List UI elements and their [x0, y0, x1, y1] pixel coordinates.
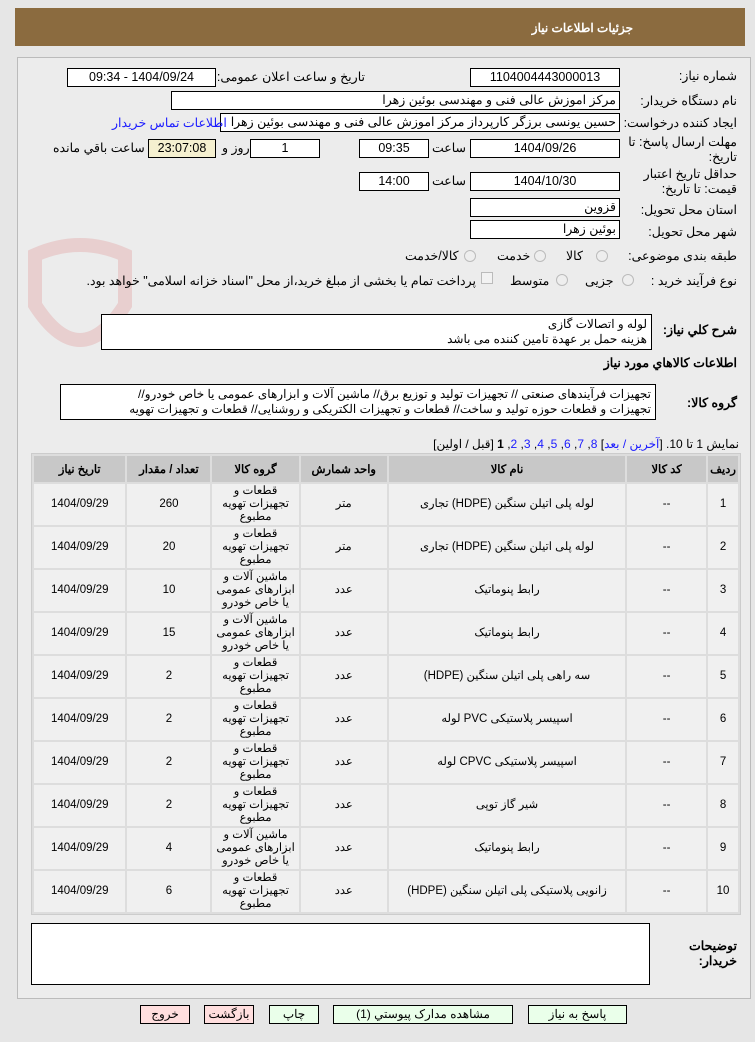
goods-table — [31, 453, 741, 915]
process-label: نوع فرآیند خرید : — [650, 274, 737, 288]
bottom-section — [0, 923, 755, 1023]
item-name: لوله پلی اتیلن سنگین (HDPE) تجاری — [389, 484, 625, 525]
item-group: ماشین آلات و ابزارهای عمومی یا خاص خودرو — [212, 570, 298, 611]
unit: عدد — [301, 828, 387, 869]
quantity: 2 — [127, 742, 210, 783]
validity-date-field: 1404/10/30 — [470, 172, 620, 191]
item-code: -- — [627, 699, 706, 740]
item-name: زانویی پلاستیکی پلی اتیلن سنگین (HDPE) — [389, 871, 625, 912]
announce-label: تاریخ و ساعت اعلان عمومی: — [216, 70, 365, 84]
reply-button[interactable]: پاسخ به نیاز — [528, 1005, 627, 1024]
unit: عدد — [301, 656, 387, 697]
quantity: 2 — [127, 699, 210, 740]
need-date: 1404/09/29 — [34, 484, 125, 525]
need-date: 1404/09/29 — [34, 570, 125, 611]
need-date: 1404/09/29 — [34, 527, 125, 568]
column-header: نام کالا — [389, 456, 625, 482]
unit: عدد — [301, 699, 387, 740]
validity-time-label: ساعت — [432, 174, 467, 188]
remaining-time-field: 23:07:08 — [148, 139, 216, 158]
quantity: 10 — [127, 570, 210, 611]
unit: متر — [301, 484, 387, 525]
item-code: -- — [627, 570, 706, 611]
item-code: -- — [627, 484, 706, 525]
bracket: [ — [659, 437, 663, 451]
page-link[interactable]: 3 — [523, 437, 531, 451]
item-group: قطعات و تجهیزات تهویه مطبوع — [212, 871, 298, 912]
quantity: 4 — [127, 828, 210, 869]
pagination: نمایش 1 تا 10. [آخرین / بعد] 8, 7, 6, 5, 4, 3, 2, 1 [قبل / اولین] — [433, 437, 739, 451]
attachments-button[interactable]: مشاهده مدارک پیوستي (1) — [333, 1005, 513, 1024]
goods-info-title: اطلاعات کالاهاي مورد نياز — [603, 356, 737, 370]
province-field: قزوین — [470, 198, 620, 217]
row-number: 5 — [708, 656, 738, 697]
column-header: کد کالا — [627, 456, 706, 482]
table-row — [34, 527, 738, 568]
item-group: قطعات و تجهیزات تهویه مطبوع — [212, 742, 298, 783]
table-row — [34, 871, 738, 912]
row-number: 9 — [708, 828, 738, 869]
quantity: 20 — [127, 527, 210, 568]
need-date: 1404/09/29 — [34, 871, 125, 912]
desc-textarea[interactable] — [101, 314, 652, 350]
category-radio-goods[interactable] — [596, 250, 608, 262]
watermark-logo — [25, 235, 135, 385]
category-both-label: کالا/خدمت — [405, 249, 459, 263]
back-button[interactable]: بازگشت — [204, 1005, 254, 1024]
item-code: -- — [627, 785, 706, 826]
category-radio-service[interactable] — [534, 250, 546, 262]
creator-label: ایجاد کننده درخواست: — [623, 116, 737, 130]
item-group: قطعات و تجهیزات تهویه مطبوع — [212, 527, 298, 568]
treasury-checkbox[interactable] — [481, 272, 493, 284]
table-row — [34, 742, 738, 783]
item-name: رابط پنوماتیک — [389, 828, 625, 869]
table-row — [34, 699, 738, 740]
row-number: 7 — [708, 742, 738, 783]
category-label: طبقه بندی موضوعی: — [628, 249, 737, 263]
page-link[interactable]: 4 — [537, 437, 544, 451]
item-name: سه راهی پلی اتیلن سنگین (HDPE) — [389, 656, 625, 697]
need-number-field: 1104004443000013 — [470, 68, 620, 87]
unit: عدد — [301, 613, 387, 654]
item-code: -- — [627, 828, 706, 869]
page-title: جزئیات اطلاعات نیاز — [531, 21, 633, 35]
buyer-field: مرکز اموزش عالی فنی و مهندسی بوئین زهرا — [171, 91, 620, 110]
item-group: قطعات و تجهیزات تهویه مطبوع — [212, 656, 298, 697]
process-radio-minor[interactable] — [622, 274, 634, 286]
bracket: ] — [600, 437, 605, 451]
item-name: شیر گاز توپی — [389, 785, 625, 826]
remaining-label: ساعت باقي مانده — [53, 141, 145, 155]
buyer-contact-link[interactable]: اطلاعات تماس خریدار — [112, 116, 227, 130]
prev-first: [قبل / اولین] — [433, 437, 494, 451]
page-link[interactable]: 2 — [510, 437, 518, 451]
creator-field: حسین یونسی برزگر کارپرداز مرکز اموزش عالی فنی و مهندسی بوئین زهرا — [220, 113, 620, 132]
exit-button[interactable]: خروج — [140, 1005, 190, 1024]
page-link[interactable]: 5 — [550, 437, 558, 451]
column-header: تعداد / مقدار — [127, 456, 210, 482]
group-label: گروه کالا: — [687, 396, 737, 410]
validity-time-field: 14:00 — [359, 172, 429, 191]
unit: عدد — [301, 785, 387, 826]
deadline-label: مهلت ارسال پاسخ: تا تاریخ: — [628, 135, 737, 164]
announce-field: 1404/09/24 - 09:34 — [67, 68, 216, 87]
pagination-summary: نمایش 1 تا 10. — [666, 437, 739, 451]
table-row — [34, 828, 738, 869]
deadline-time-label: ساعت — [432, 141, 467, 155]
item-group: قطعات و تجهیزات تهویه مطبوع — [212, 484, 298, 525]
quantity: 6 — [127, 871, 210, 912]
row-number: 8 — [708, 785, 738, 826]
current-page: 1 — [497, 437, 504, 451]
buyer-label: نام دستگاه خریدار: — [640, 94, 737, 108]
desc-line: لوله و اتصالات گازی — [547, 317, 647, 331]
table-row — [34, 656, 738, 697]
row-number: 10 — [708, 871, 738, 912]
process-radio-medium[interactable] — [556, 274, 568, 286]
notes-label: توضیحات خریدار: — [689, 939, 737, 968]
need-date: 1404/09/29 — [34, 828, 125, 869]
unit: عدد — [301, 871, 387, 912]
category-radio-both[interactable] — [464, 250, 476, 262]
item-name: لوله پلی اتیلن سنگین (HDPE) تجاری — [389, 527, 625, 568]
table-row — [34, 613, 738, 654]
column-header: واحد شمارش — [301, 456, 387, 482]
column-header: تاریخ نیاز — [34, 456, 125, 482]
quantity: 2 — [127, 656, 210, 697]
deadline-time-field: 09:35 — [359, 139, 429, 158]
column-header: ردیف — [708, 456, 738, 482]
item-group: قطعات و تجهیزات تهویه مطبوع — [212, 699, 298, 740]
item-code: -- — [627, 656, 706, 697]
row-number: 3 — [708, 570, 738, 611]
row-number: 6 — [708, 699, 738, 740]
item-code: -- — [627, 527, 706, 568]
unit: عدد — [301, 570, 387, 611]
category-goods-label: کالا — [566, 249, 583, 263]
quantity: 15 — [127, 613, 210, 654]
buyer-notes-textarea[interactable] — [31, 923, 650, 985]
last-next-link[interactable]: آخرین / بعد — [604, 437, 660, 451]
group-textarea[interactable] — [60, 384, 656, 420]
item-code: -- — [627, 613, 706, 654]
quantity: 2 — [127, 785, 210, 826]
page-link[interactable]: 8 — [590, 437, 598, 451]
desc-label: شرح کلي نياز: — [662, 323, 737, 337]
payment-note: پرداخت تمام یا بخشی از مبلغ خرید،از محل "اسناد خزانه اسلامی" خواهد بود. — [86, 274, 476, 288]
item-code: -- — [627, 742, 706, 783]
item-group: قطعات و تجهیزات تهویه مطبوع — [212, 785, 298, 826]
validity-label: حداقل تاریخ اعتبار قیمت: تا تاریخ: — [643, 167, 737, 196]
page-link[interactable]: 7 — [577, 437, 585, 451]
row-number: 1 — [708, 484, 738, 525]
need-date: 1404/09/29 — [34, 656, 125, 697]
desc-line: هزینه حمل بر عهدة تامین کننده می باشد — [447, 332, 647, 346]
days-field: 1 — [250, 139, 320, 158]
group-line: تجهیزات فرآیندهای صنعتی // تجهیزات تولید و توزیع برق// ماشین آلات و ابزارهای عمومی یا خاص خودرو// — [138, 387, 651, 401]
quantity: 260 — [127, 484, 210, 525]
unit: متر — [301, 527, 387, 568]
item-name: اسپیسر پلاستیکی PVC لوله — [389, 699, 625, 740]
city-field: بوئین زهرا — [470, 220, 620, 239]
table-row — [34, 484, 738, 525]
process-minor-label: جزیی — [585, 274, 614, 288]
item-group: ماشین آلات و ابزارهای عمومی یا خاص خودرو — [212, 828, 298, 869]
column-header: گروه کالا — [212, 456, 298, 482]
item-name: رابط پنوماتیک — [389, 570, 625, 611]
row-number: 4 — [708, 613, 738, 654]
need-date: 1404/09/29 — [34, 613, 125, 654]
need-number-label: شماره نیاز: — [678, 69, 737, 83]
process-medium-label: متوسط — [510, 274, 550, 288]
item-group: ماشین آلات و ابزارهای عمومی یا خاص خودرو — [212, 613, 298, 654]
need-date: 1404/09/29 — [34, 742, 125, 783]
days-label: روز و — [222, 141, 250, 155]
province-label: استان محل تحویل: — [640, 203, 737, 217]
deadline-date-field: 1404/09/26 — [470, 139, 620, 158]
page-link[interactable]: 6 — [563, 437, 571, 451]
need-date: 1404/09/29 — [34, 785, 125, 826]
unit: عدد — [301, 742, 387, 783]
print-button[interactable]: چاپ — [269, 1005, 319, 1024]
table-row — [34, 570, 738, 611]
item-code: -- — [627, 871, 706, 912]
table-row — [34, 785, 738, 826]
group-line: تجهیزات و قطعات حوزه تولید و ساخت// قطعات و تجهیزات الکتریکی و روشنایی// قطعات و تجهیزات تهویه — [129, 402, 651, 416]
need-date: 1404/09/29 — [34, 699, 125, 740]
city-label: شهر محل تحویل: — [648, 225, 737, 239]
item-name: اسپیسر پلاستیکی CPVC لوله — [389, 742, 625, 783]
row-number: 2 — [708, 527, 738, 568]
category-service-label: خدمت — [497, 249, 531, 263]
page-header — [15, 8, 745, 46]
item-name: رابط پنوماتیک — [389, 613, 625, 654]
